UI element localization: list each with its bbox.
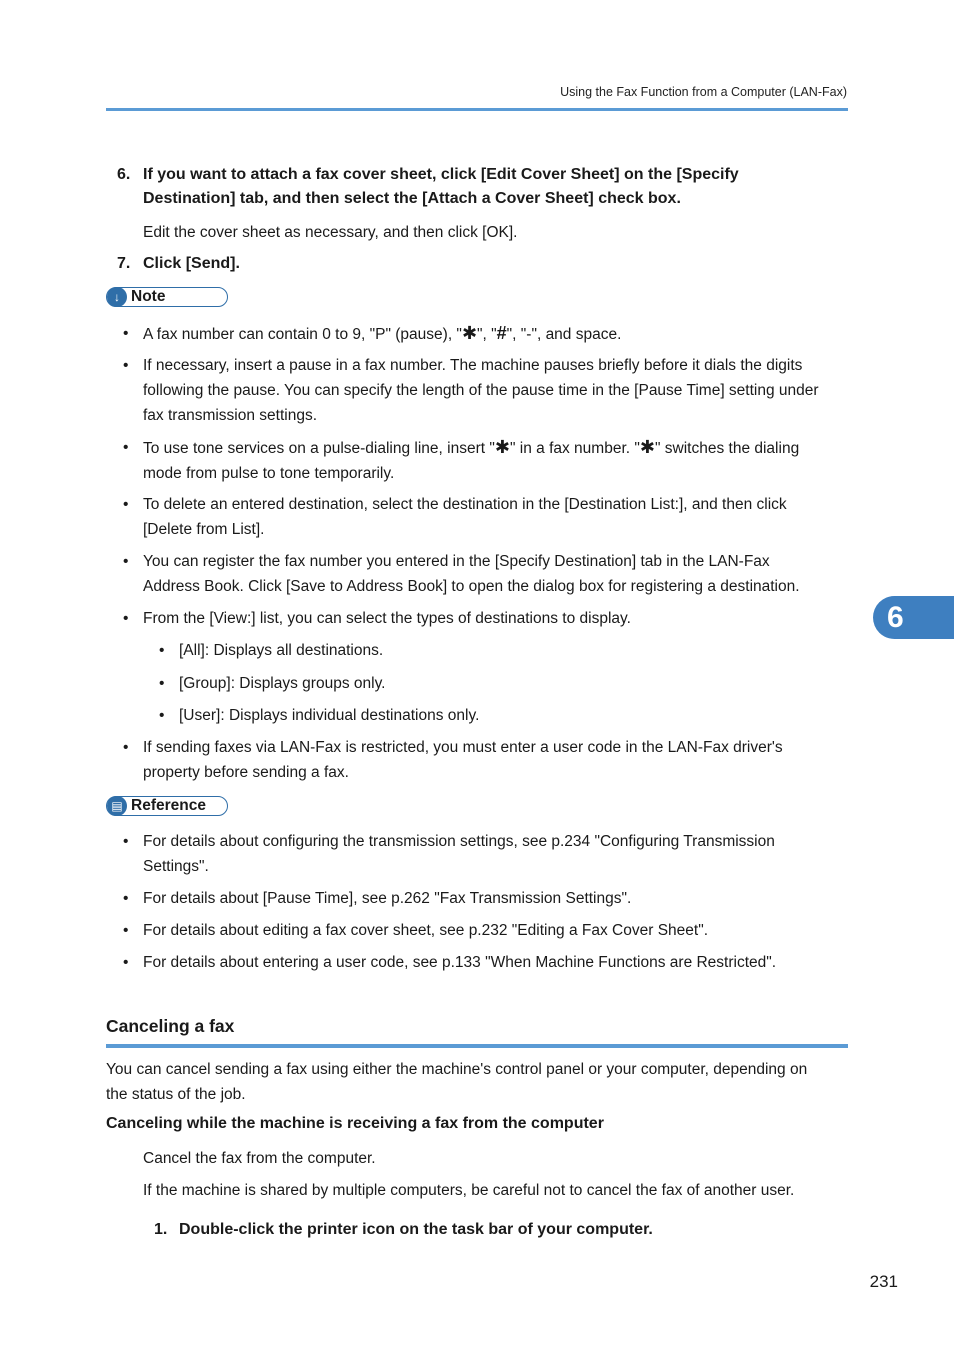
note-label: Note <box>131 288 166 305</box>
paragraph: Cancel the fax from the computer. <box>143 1150 376 1167</box>
running-header: Using the Fax Function from a Computer (LAN-Fax) <box>560 85 847 99</box>
reference-label: Reference <box>131 797 206 814</box>
reference-item: • For details about configuring the transmission settings, see p.234 "Configuring Transmission Settings". <box>123 833 775 875</box>
chapter-tab: 6 <box>873 596 954 639</box>
asterisk-key-icon: ✱ <box>494 437 510 457</box>
step-number: 6. <box>117 166 131 183</box>
note-item: • From the [View:] list, you can select the types of destinations to display. <box>123 610 631 627</box>
step-text-line2: Destination] tab, and then select the [Attach a Cover Sheet] check box. <box>143 190 681 207</box>
paragraph: If the machine is shared by multiple computers, be careful not to cancel the fax of another user. <box>143 1182 795 1199</box>
section-title: Canceling a fax <box>106 1016 235 1036</box>
hash-key-icon: # <box>496 323 507 343</box>
reference-item: • For details about entering a user code, see p.133 "When Machine Functions are Restricted". <box>123 954 777 971</box>
step-text: Double-click the printer icon on the task bar of your computer. <box>179 1221 653 1238</box>
step-number: 7. <box>117 255 131 272</box>
step-6 <box>117 163 837 211</box>
step-6-detail: Edit the cover sheet as necessary, and then click [OK]. <box>143 224 518 241</box>
subsection-heading: Canceling while the machine is receiving a fax from the computer <box>106 1115 604 1132</box>
step-text: Click [Send]. <box>143 255 240 272</box>
note-subitem: • [All]: Displays all destinations. <box>159 642 384 659</box>
step-7 <box>117 252 837 276</box>
note-item: • You can register the fax number you entered in the [Specify Destination] tab in the LAN-Fax Address Book. Click [Save to Address Book] to open the dialog box for registering a destination. <box>123 553 800 595</box>
header-rule <box>106 108 848 111</box>
section-intro: You can cancel sending a fax using either the machine's control panel or your computer, depending on the status of the job. <box>106 1061 808 1103</box>
note-item: • A fax number can contain 0 to 9, "P" (pause), "✱", "#", "-", and space. <box>123 323 622 343</box>
step-number: 1. <box>154 1221 168 1238</box>
note-item: • If necessary, insert a pause in a fax number. The machine pauses briefly before it dials the digits following the pause. You can specify the length of the pause time in the [Pause Time] setting under fax transmission settings. <box>123 357 819 424</box>
section-rule <box>106 1044 848 1048</box>
page-number: 231 <box>869 1272 898 1291</box>
note-item: • To use tone services on a pulse-dialing line, insert "✱" in a fax number. "✱" switches the dialing mode from pulse to tone temporarily. <box>123 437 800 482</box>
note-subitem: • [Group]: Displays groups only. <box>159 675 386 692</box>
reference-item: • For details about editing a fax cover sheet, see p.232 "Editing a Fax Cover Sheet". <box>123 922 709 939</box>
step-1 <box>154 1218 844 1242</box>
info-down-arrow-icon: ↓ <box>107 287 127 307</box>
note-subitem: • [User]: Displays individual destinations only. <box>159 707 480 724</box>
reference-badge <box>106 796 228 816</box>
step-text-line1: If you want to attach a fax cover sheet, click [Edit Cover Sheet] on the [Specify <box>143 166 739 183</box>
note-item: • If sending faxes via LAN-Fax is restricted, you must enter a user code in the LAN-Fax driver's property before sending a fax. <box>123 739 783 781</box>
asterisk-key-icon: ✱ <box>461 323 478 343</box>
reference-book-icon: ▤ <box>107 796 127 816</box>
note-item: • To delete an entered destination, select the destination in the [Destination List:], and then click [Delete from List]. <box>123 496 787 538</box>
reference-item: • For details about [Pause Time], see p.262 "Fax Transmission Settings". <box>123 890 632 907</box>
asterisk-key-icon: ✱ <box>639 437 655 457</box>
note-badge <box>106 287 228 307</box>
